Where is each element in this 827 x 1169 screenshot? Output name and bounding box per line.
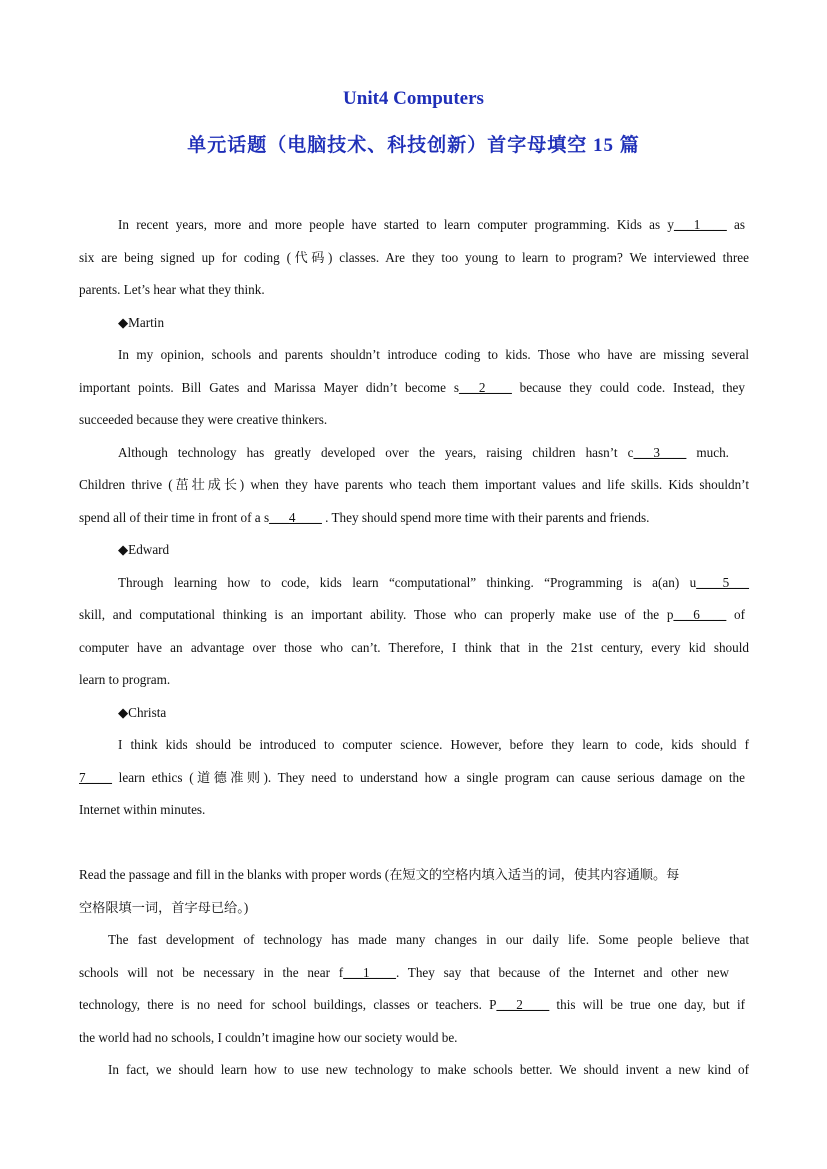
passage1-p5-line3: Internet within minutes. (79, 802, 206, 817)
blank-6[interactable]: ___6____ (673, 607, 727, 622)
speaker-martin: ◆Martin (118, 315, 165, 330)
passage2-p1-line3: technology, there is no need for school buildings, classes or teachers. P___2____ this will be true one day, but if (79, 997, 745, 1012)
passage1-p2-line1: In my opinion, schools and parents shouldn’t introduce coding to kids. Those who have are missing several (118, 347, 749, 362)
blank-2[interactable]: ___2____ (459, 380, 512, 395)
passage1-p1-line1: In recent years, more and more people have started to learn computer programming. Kids as y___1____ as (118, 217, 745, 232)
passage1-p4-line1: Through learning how to code, kids learn “computational” thinking. “Programming is a(an) u____5___ (118, 575, 749, 590)
passage1-p4-line3: computer have an advantage over those who can’t. Therefore, I think that in the 21st century, every kid should (79, 640, 749, 655)
blank-5[interactable]: ____5___ (696, 575, 749, 590)
page-title-english: Unit4 Computers (343, 88, 484, 109)
blank-2-2[interactable]: ___2____ (496, 997, 550, 1012)
passage1-p1-line3: parents. Let’s hear what they think. (79, 282, 265, 297)
passage1-p5-line1: I think kids should be introduced to computer science. However, before they learn to code, kids should f (118, 737, 749, 752)
speaker-edward: ◆Edward (118, 542, 170, 557)
blank-3[interactable]: ___3____ (633, 445, 687, 460)
passage1-p4-line4: learn to program. (79, 672, 171, 687)
blank-7[interactable]: 7____ (79, 770, 112, 785)
passage1-p2-line3: succeeded because they were creative thinkers. (79, 412, 328, 427)
passage2-instruction-line2: 空格限填一词，首字母已给。) (79, 900, 249, 915)
passage1-p3-line2: Children thrive (茁壮成长) when they have parents who teach them important values and life skills. Kids shouldn’t (79, 477, 749, 492)
blank-4[interactable]: ___4____ (269, 510, 322, 525)
blank-1[interactable]: ___1____ (673, 217, 727, 232)
passage1-p5-line2: 7____ learn ethics (道德准则). They need to understand how a single program can cause serious damage on the (79, 770, 745, 785)
passage2-p1-line4: the world had no schools, I couldn’t imagine how our society would be. (79, 1030, 458, 1045)
passage2-instruction-line1: Read the passage and fill in the blanks with proper words (在短文的空格内填入适当的词，使其内容通顺。每 (79, 867, 680, 882)
passage2-p2-line1: In fact, we should learn how to use new technology to make schools better. We should invent a new kind of (108, 1062, 749, 1077)
passage1-p1-line2: six are being signed up for coding (代码) classes. Are they too young to learn to program? We interviewed three (79, 250, 749, 265)
page-title-chinese: 单元话题（电脑技术、科技创新）首字母填空 15 篇 (187, 135, 640, 156)
speaker-christa: ◆Christa (118, 705, 167, 720)
blank-2-1[interactable]: ___1____ (343, 965, 396, 980)
passage1-p2-line2: important points. Bill Gates and Marissa Mayer didn’t become s___2____ because they could code. Instead, they (79, 380, 745, 395)
passage2-p1-line1: The fast development of technology has made many changes in our daily life. Some people believe that (108, 932, 749, 947)
passage1-p3-line3: spend all of their time in front of a s___4____ . They should spend more time with their parents and friends. (79, 510, 650, 525)
passage1-p4-line2: skill, and computational thinking is an important ability. Those who can properly make use of the p___6____ of (79, 607, 745, 622)
passage1-p3-line1: Although technology has greatly developed over the years, raising children hasn’t c___3____ much. (118, 445, 729, 460)
passage2-p1-line2: schools will not be necessary in the near f___1____. They say that because of the Internet and other new (79, 965, 729, 980)
